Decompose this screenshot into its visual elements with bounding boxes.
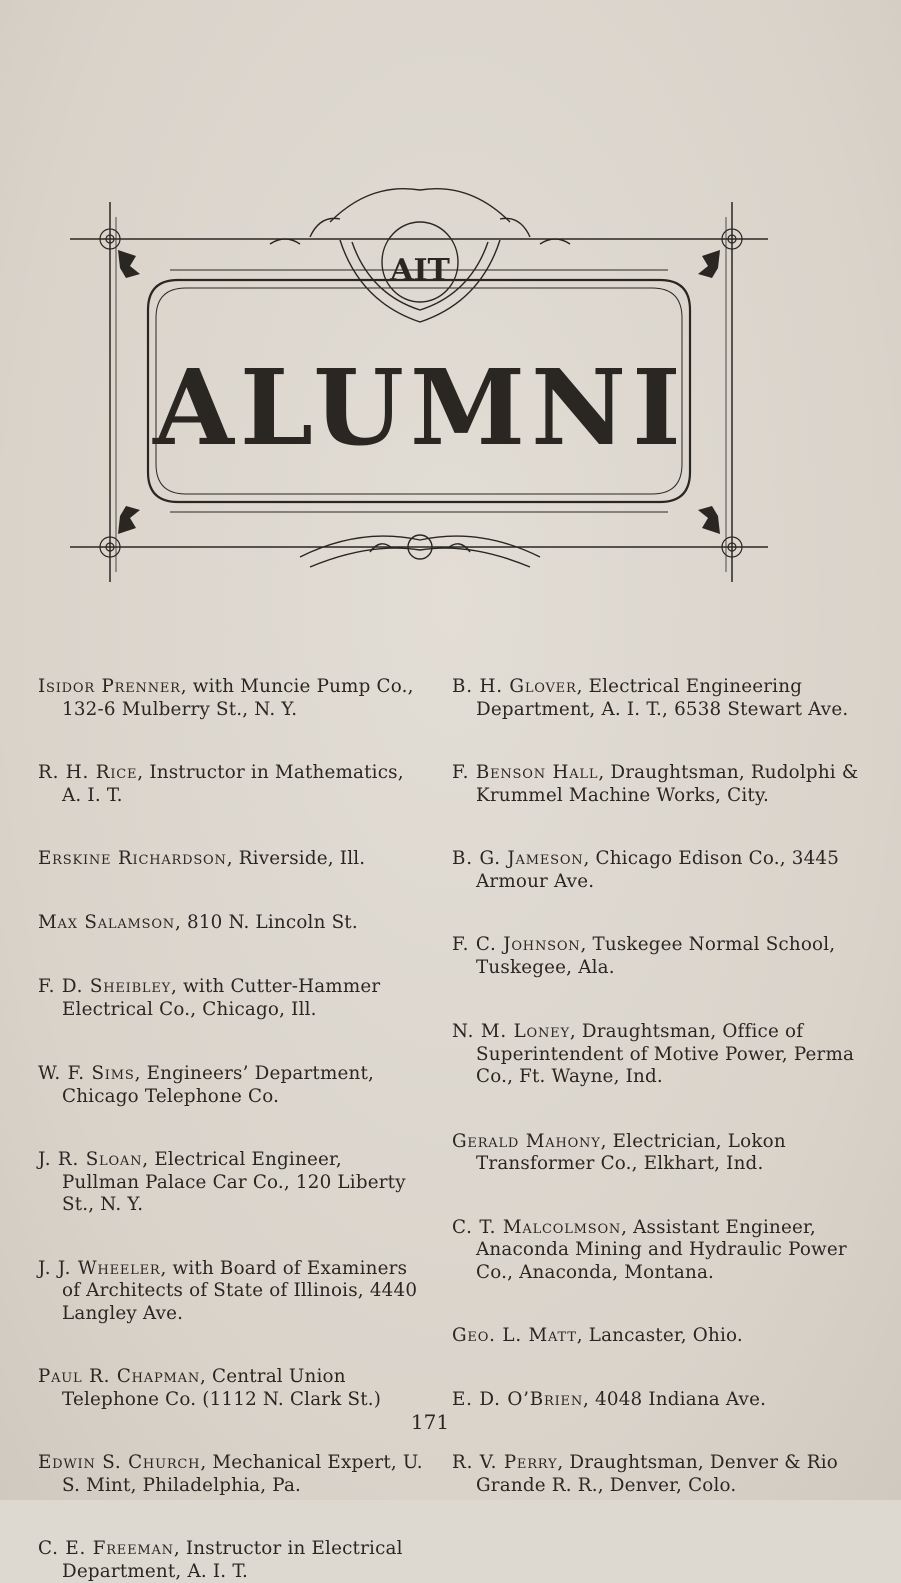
alumni-name: C. E. Freeman [38,1538,174,1559]
alumni-details: , with Cutter-Hammer Electrical Co., Chicago, Ill. [62,976,381,1020]
crest-monogram: AIT [390,253,450,288]
alumni-details: , Electrician, Lokon Transformer Co., Elkhart, Ind. [476,1130,786,1174]
alumni-entry [452,676,872,721]
alumni-name: B. H. Glover [452,676,577,697]
alumni-entry [38,1452,423,1497]
alumni-entry [452,1452,872,1497]
alumni-name: R. H. Rice [38,762,138,783]
alumni-name: F. Benson Hall [452,762,599,783]
alumni-details: , Instructor in Mathematics, A. I. T. [62,762,404,806]
alumni-name: F. D. Sheibley [38,976,172,997]
alumni-name: E. D. O’Brien [452,1388,584,1410]
alumni-name: J. R. Sloan [38,1149,143,1170]
alumni-details: , with Muncie Pump Co., 132-6 Mulberry St., N. Y. [62,676,414,720]
alumni-details: , Riverside, Ill. [226,848,366,869]
alumni-name: Max Salamson [38,911,175,933]
alumni-name: F. C. Johnson [452,934,581,955]
alumni-entry [38,762,423,807]
alumni-name: N. M. Loney [452,1021,570,1042]
alumni-entry [452,1325,872,1348]
alumni-entry [452,1389,872,1412]
alumni-name: C. T. Malcolmson [452,1216,622,1238]
alumni-entry [452,848,872,893]
alumni-name: R. V. Perry [452,1452,558,1473]
alumni-details: , 810 N. Lincoln St. [174,911,358,933]
alumni-details: , Draughtsman, Denver & Rio Grande R. R., Denver, Colo. [476,1452,838,1496]
alumni-name: W. F. Sims [38,1063,135,1084]
alumni-title: ALUMNI [153,346,687,469]
alumni-name: Paul R. Chapman [38,1366,201,1387]
alumni-entry [452,1217,872,1285]
alumni-details: , 4048 Indiana Ave. [583,1388,767,1410]
alumni-name: B. G. Jameson [452,848,584,869]
alumni-entry [38,1366,423,1411]
alumni-details: , with Board of Examiners of Architects of State of Illinois, 4440 Langley Ave. [62,1257,418,1324]
alumni-entry [38,848,423,871]
alumni-entry [38,676,423,721]
alumni-entry [452,1131,872,1176]
alumni-details: , Electrical Engineering Department, A. I. T., 6538 Stewart Ave. [476,676,849,720]
left-column [38,676,423,1583]
alumni-entry [38,976,423,1021]
alumni-entry [452,934,872,979]
alumni-details: , Instructor in Electrical Department, A. I. T. [62,1538,403,1582]
alumni-details: , Engineers’ Department, Chicago Telephone Co. [62,1063,375,1107]
alumni-details: , Draughtsman, Office of Superintendent of Motive Power, Perma Co., Ft. Wayne, Ind. [476,1021,855,1087]
alumni-name: Gerald Mahony [452,1130,601,1152]
alumni-banner [70,182,770,587]
alumni-name: Isidor Prenner [38,676,181,697]
alumni-entry [452,1021,872,1089]
page-number: 171 [410,1410,450,1434]
alumni-entry [38,912,423,935]
alumni-details: , Mechanical Expert, U. S. Mint, Philadelphia, Pa. [62,1452,423,1496]
alumni-details: , Electrical Engineer, Pullman Palace Car Co., 120 Liberty St., N. Y. [62,1149,406,1215]
alumni-entry [38,1538,423,1583]
alumni-entry [38,1149,423,1217]
alumni-details: , Draughtsman, Rudolphi & Krummel Machine Works, City. [476,762,859,806]
alumni-details: , Chicago Edison Co., 3445 Armour Ave. [476,848,840,892]
right-column [452,676,872,1497]
alumni-details: , Central Union Telephone Co. (1112 N. Clark St.) [62,1366,382,1410]
alumni-details: , Assistant Engineer, Anaconda Mining and Hydraulic Power Co., Anaconda, Montana. [476,1216,847,1283]
alumni-name: Edwin S. Church [38,1452,201,1473]
alumni-name: Erskine Richardson [38,848,227,869]
alumni-details: , Lancaster, Ohio. [576,1325,743,1346]
alumni-entry [38,1258,423,1326]
alumni-details: , Tuskegee Normal School, Tuskegee, Ala. [476,934,836,978]
alumni-entry [452,762,872,807]
alumni-name: Geo. L. Matt [452,1325,577,1346]
alumni-entry [38,1063,423,1108]
alumni-name: J. J. Wheeler [38,1257,161,1279]
